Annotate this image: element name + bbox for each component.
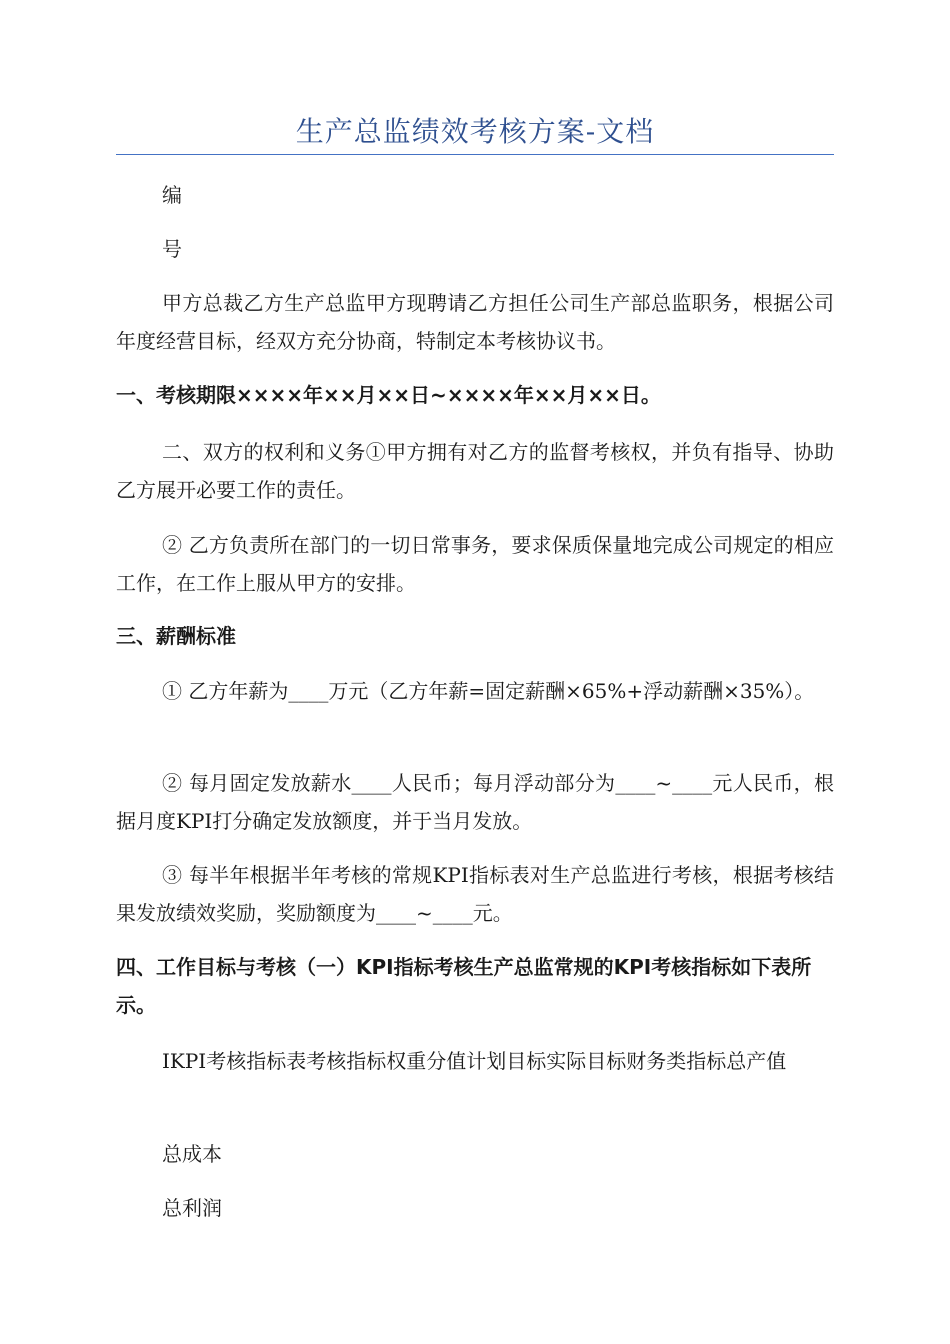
paragraph-rights-duties: 二、双方的权利和义务①甲方拥有对乙方的监督考核权，并负有指导、协助乙方展开必要工作的责任。 — [116, 440, 834, 502]
paragraph-serial-1: 编 — [162, 183, 182, 207]
heading-salary-standard: 三、薪酬标准 — [116, 624, 236, 648]
paragraph-total-cost: 总成本 — [162, 1142, 222, 1166]
paragraph-monthly-salary: ② 每月固定发放薪水____人民币；每月浮动部分为____~____元人民币，根据月度KPI打分确定发放额度，并于当月发放。 — [116, 771, 834, 833]
heading-assessment-period: 一、考核期限××××年××月××日~××××年××月××日。 — [116, 383, 661, 407]
document-title: 生产总监绩效考核方案-文档 — [295, 115, 655, 148]
paragraph-party-b-duties: ② 乙方负责所在部门的一切日常事务，要求保质保量地完成公司规定的相应工作，在工作上服从甲方的安排。 — [116, 533, 834, 595]
title-underline — [116, 154, 834, 155]
paragraph-serial-2: 号 — [162, 237, 182, 261]
paragraph-half-year-bonus: ③ 每半年根据半年考核的常规KPI指标表对生产总监进行考核，根据考核结果发放绩效奖励，奖励额度为____~____元。 — [116, 863, 834, 925]
paragraph-intro: 甲方总裁乙方生产总监甲方现聘请乙方担任公司生产部总监职务，根据公司年度经营目标，经双方充分协商，特制定本考核协议书。 — [116, 291, 834, 353]
paragraph-annual-salary: ① 乙方年薪为____万元（乙方年薪=固定薪酬×65%+浮动薪酬×35%）。 — [162, 679, 815, 703]
heading-work-targets: 四、工作目标与考核（一）KPI指标考核生产总监常规的KPI考核指标如下表所示。 — [116, 955, 812, 1017]
paragraph-total-profit: 总利润 — [162, 1196, 222, 1220]
paragraph-kpi-table: IKPI考核指标表考核指标权重分值计划目标实际目标财务类指标总产值 — [162, 1049, 787, 1073]
